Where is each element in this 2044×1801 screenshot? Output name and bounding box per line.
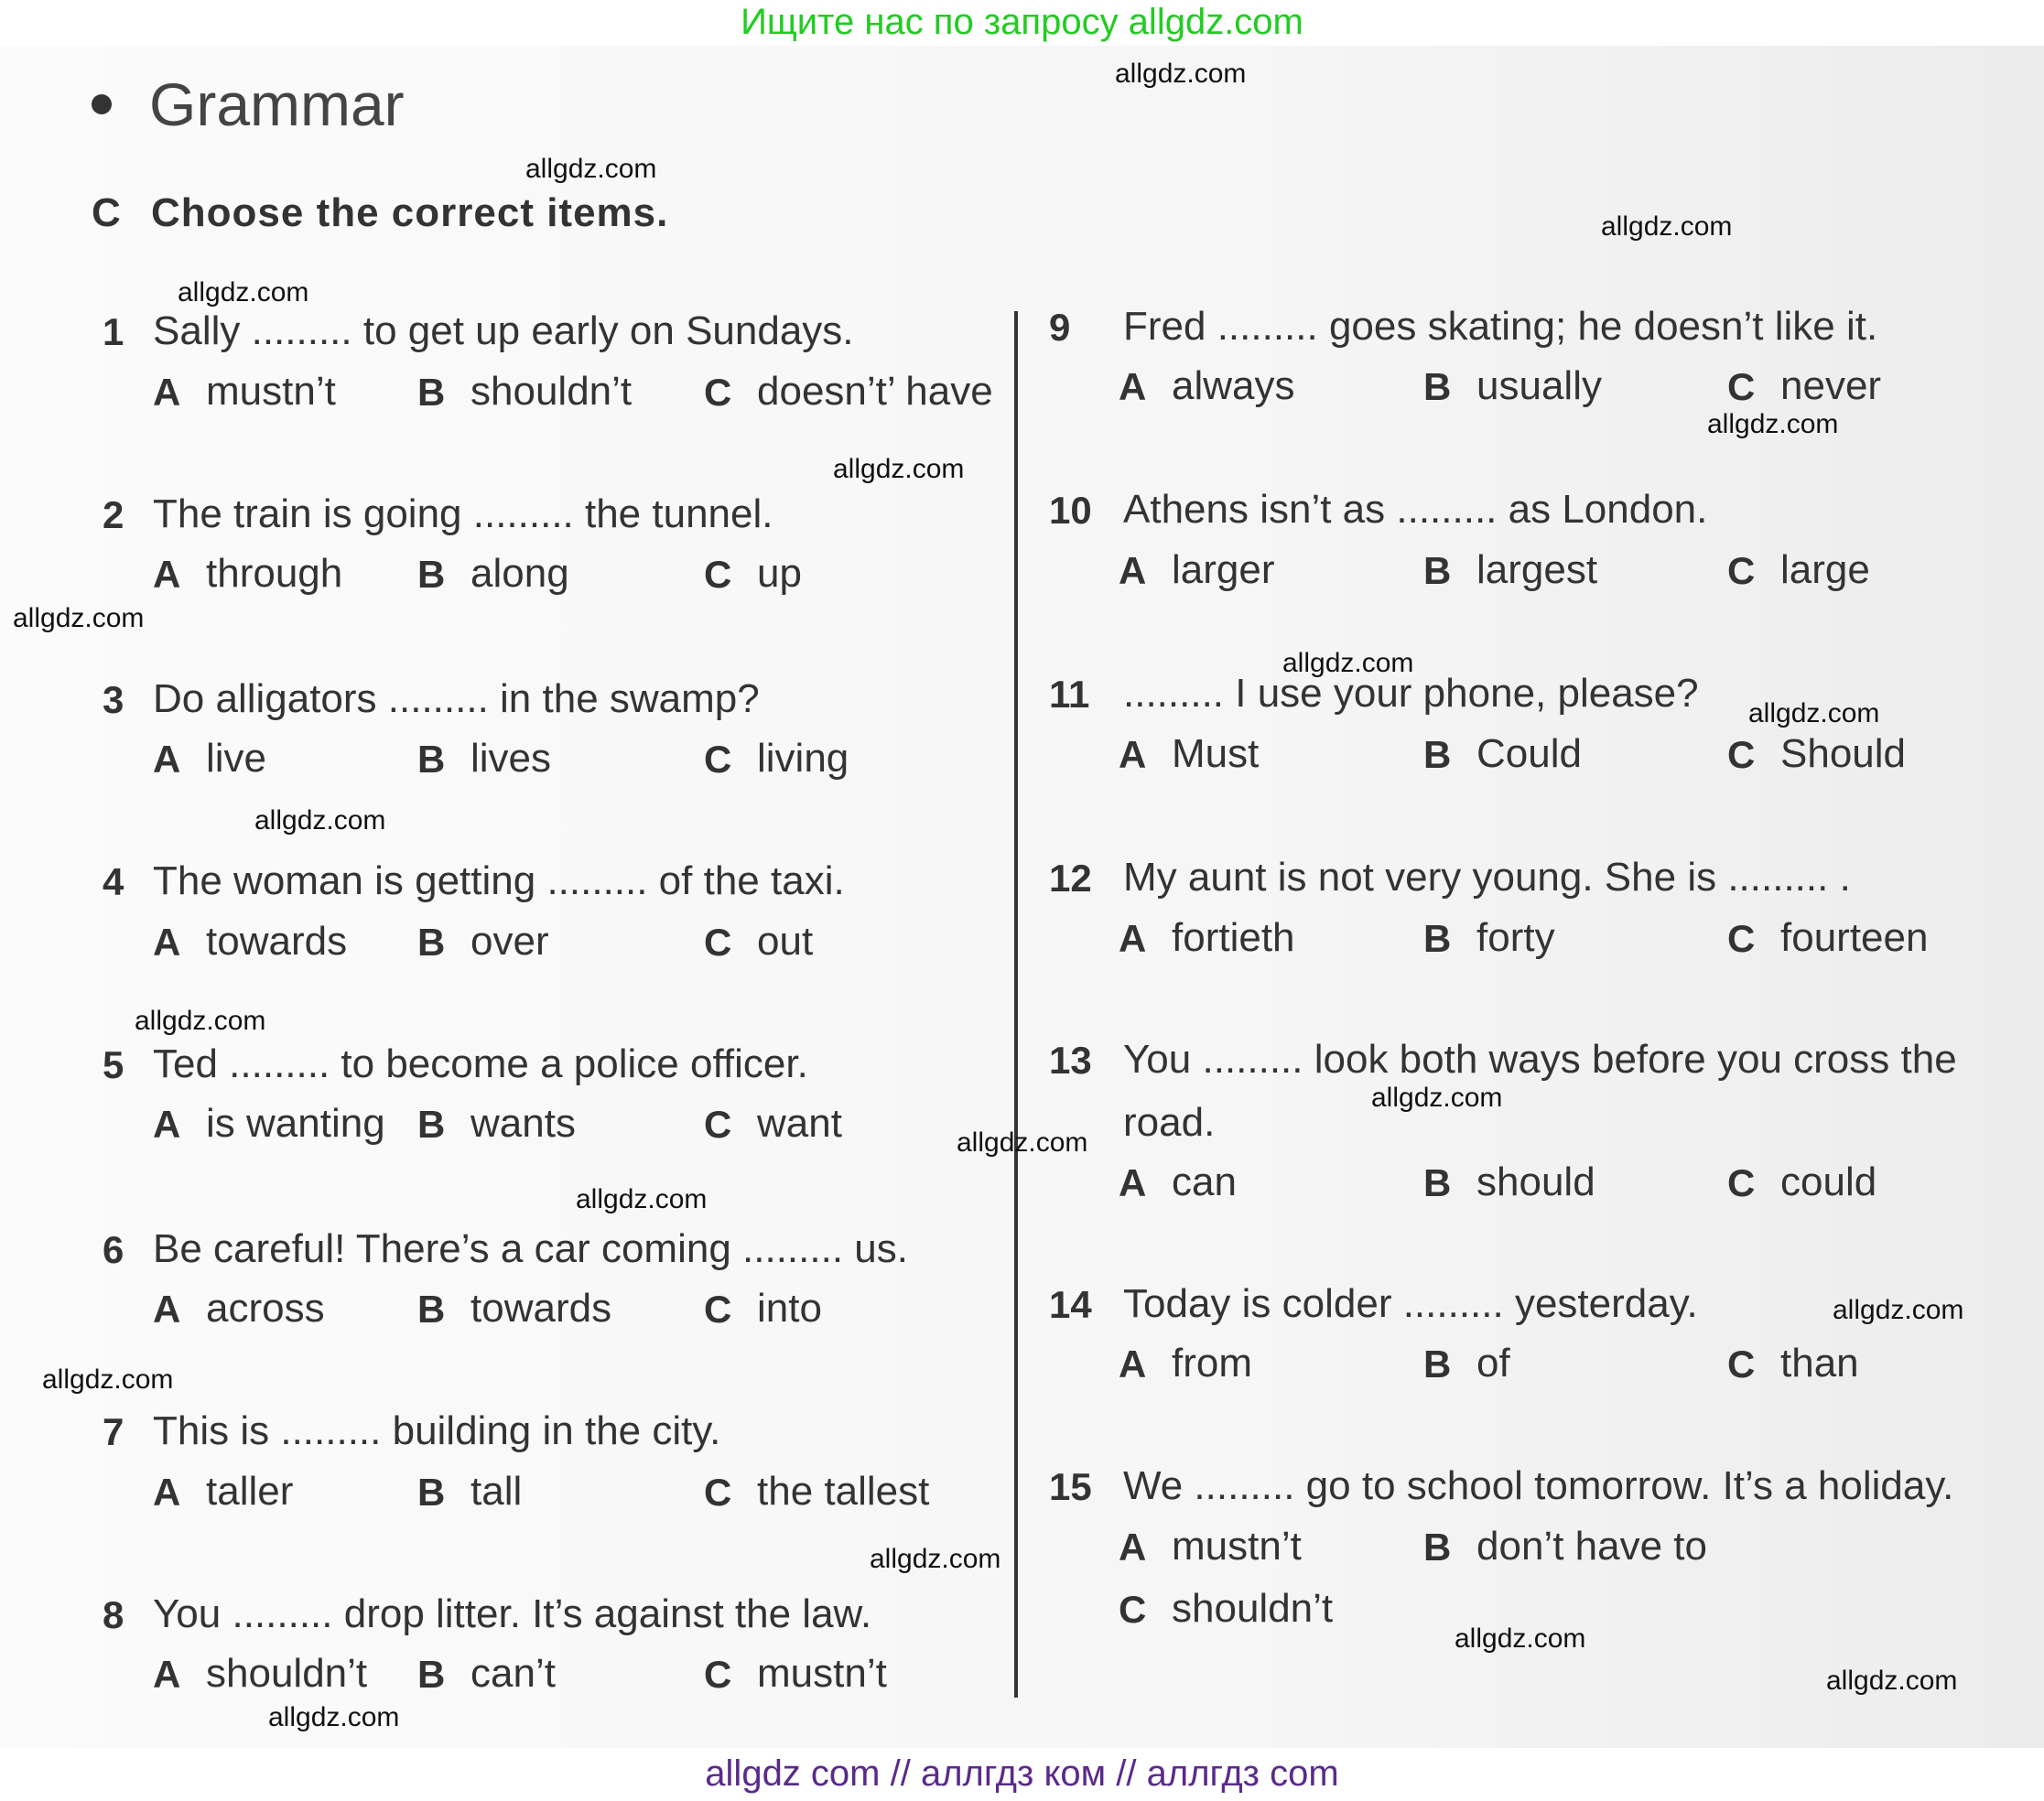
option-text[interactable]: lives [470,736,552,781]
question-number: 8 [103,1593,124,1636]
footer-links[interactable]: allgdz com // аллгдз ком // аллгдз com [705,1753,1339,1794]
option-text[interactable]: mustn’t [206,369,336,414]
option-letter: B [1423,917,1452,960]
option-text[interactable]: larger [1172,547,1275,592]
question-text: Ted ......... to become a police officer. [153,1041,808,1086]
option-text[interactable]: can [1172,1159,1237,1204]
watermark: allgdz.com [525,154,657,184]
option-text[interactable]: shouldn’t [470,369,633,414]
exercise-instruction: Choose the correct items. [151,190,669,235]
question-text: This is ......... building in the city. [153,1408,721,1453]
watermark: allgdz.com [870,1544,1001,1574]
option-letter: A [153,1103,181,1146]
option-letter: A [153,553,181,596]
question-text: The woman is getting ......... of the taxi. [153,858,845,903]
option-letter: C [704,371,732,414]
question-text: Do alligators ......... in the swamp? [153,676,760,721]
option-text[interactable]: across [206,1286,325,1331]
option-text[interactable]: largest [1476,547,1598,592]
watermark: allgdz.com [1707,409,1839,439]
watermark: allgdz.com [42,1364,174,1395]
top-banner[interactable]: Ищите нас по запросу allgdz.com [741,2,1303,42]
question-text: Fred ......... goes skating; he doesn’t like it. [1123,304,1878,349]
question-text: We ......... go to school tomorrow. It’s a holiday. [1123,1463,1954,1508]
watermark: allgdz.com [1748,698,1880,728]
option-text[interactable]: mustn’t [1172,1524,1302,1569]
option-text[interactable]: want [757,1101,842,1146]
option-text[interactable]: out [757,919,814,964]
option-text[interactable]: over [470,919,549,964]
option-text[interactable]: fortieth [1172,915,1295,960]
question-text: Athens isn’t as ......... as London. [1123,487,1708,532]
option-letter: B [1423,1526,1452,1569]
option-text[interactable]: than [1780,1341,1859,1386]
watermark: allgdz.com [254,805,386,836]
watermark: allgdz.com [1371,1083,1503,1113]
option-letter: C [704,921,732,964]
option-text[interactable]: usually [1476,363,1602,408]
option-letter: A [153,738,181,781]
watermark: allgdz.com [833,454,965,484]
option-letter: B [417,1103,446,1146]
option-text[interactable]: through [206,551,343,596]
bullet-icon [92,94,112,114]
option-text[interactable]: of [1476,1341,1510,1386]
option-letter: B [417,1653,446,1696]
question-number: 2 [103,493,124,536]
option-text[interactable]: doesn’t’ have [757,369,993,414]
option-text[interactable]: always [1172,363,1295,408]
question-number: 6 [103,1228,124,1271]
watermark: allgdz.com [576,1184,708,1214]
question-text: The train is going ......... the tunnel. [153,491,773,536]
option-letter: C [1119,1588,1147,1631]
question-number: 10 [1049,489,1092,532]
option-letter: A [153,371,181,414]
option-text[interactable]: taller [206,1469,294,1514]
option-text[interactable]: tall [470,1469,523,1514]
question-number: 3 [103,678,124,721]
question-number: 5 [103,1043,124,1086]
option-letter: C [704,1288,732,1331]
option-letter: C [1727,549,1756,592]
watermark: allgdz.com [1455,1623,1586,1654]
option-text[interactable]: living [757,736,849,781]
option-letter: A [1119,733,1147,776]
option-letter: B [417,738,446,781]
option-text[interactable]: can’t [470,1651,556,1696]
option-text[interactable]: don’t have to [1476,1524,1707,1569]
option-letter: B [1423,549,1452,592]
option-text[interactable]: forty [1476,915,1555,960]
question-text: Sally ......... to get up early on Sundays. [153,308,854,353]
option-text[interactable]: shouldn’t [206,1651,368,1696]
option-text[interactable]: never [1780,363,1882,408]
question-number: 1 [103,310,124,353]
watermark: allgdz.com [957,1127,1088,1158]
option-letter: C [704,1471,732,1514]
option-letter: B [417,1288,446,1331]
option-letter: A [1119,1161,1147,1204]
question-number: 15 [1049,1465,1092,1508]
question-text: You ......... look both ways before you cross the [1123,1037,1957,1082]
question-text: Be careful! There’s a car coming ......... us. [153,1226,908,1271]
option-letter: C [1727,917,1756,960]
option-letter: B [417,371,446,414]
question-number: 11 [1049,673,1090,716]
question-number: 7 [103,1410,124,1453]
option-text[interactable]: the tallest [757,1469,930,1514]
option-text[interactable]: is wanting [206,1101,385,1146]
option-letter: C [1727,733,1756,776]
question-number: 14 [1049,1283,1092,1326]
option-letter: A [1119,1526,1147,1569]
watermark: allgdz.com [1282,648,1414,678]
watermark: allgdz.com [1601,211,1733,242]
question-number: 13 [1049,1039,1092,1082]
question-number: 12 [1049,857,1092,900]
option-letter: B [417,553,446,596]
option-letter: A [1119,1343,1147,1386]
question-text: Today is colder ......... yesterday. [1123,1281,1698,1326]
option-letter: A [153,1288,181,1331]
watermark: allgdz.com [178,277,309,307]
option-text[interactable]: shouldn’t [1172,1586,1334,1631]
option-letter: B [417,921,446,964]
watermark: allgdz.com [1826,1666,1958,1696]
option-text[interactable]: large [1780,547,1870,592]
option-text[interactable]: fourteen [1780,915,1929,960]
option-letter: A [153,1653,181,1696]
option-letter: A [1119,549,1147,592]
question-text-continued: road. [1123,1100,1216,1145]
option-letter: A [153,921,181,964]
question-number: 9 [1049,306,1071,349]
watermark: allgdz.com [13,603,145,633]
option-text[interactable]: along [470,551,569,596]
watermark: allgdz.com [1833,1295,1964,1325]
option-text[interactable]: live [206,736,267,781]
option-text[interactable]: Should [1780,731,1907,776]
option-letter: C [1727,365,1756,408]
watermark: allgdz.com [135,1006,266,1036]
option-letter: B [1423,365,1452,408]
option-letter: C [704,553,732,596]
option-letter: C [1727,1161,1756,1204]
option-letter: C [1727,1343,1756,1386]
option-text[interactable]: into [757,1286,822,1331]
option-letter: C [704,1653,732,1696]
watermark: allgdz.com [1115,59,1247,89]
option-text[interactable]: from [1172,1341,1252,1386]
watermark: allgdz.com [268,1702,400,1732]
option-letter: C [704,738,732,781]
option-text[interactable]: Could [1476,731,1582,776]
question-text: My aunt is not very young. She is ......... . [1123,855,1851,900]
option-letter: A [1119,365,1147,408]
option-letter: B [417,1471,446,1514]
option-text[interactable]: wants [470,1101,576,1146]
option-letter: C [704,1103,732,1146]
option-letter: A [1119,917,1147,960]
question-text: You ......... drop litter. It’s against the law. [153,1591,872,1636]
option-text[interactable]: mustn’t [757,1651,887,1696]
option-letter: B [1423,1161,1452,1204]
option-text[interactable]: Must [1172,731,1260,776]
option-text[interactable]: towards [470,1286,612,1331]
question-text: ......... I use your phone, please? [1123,671,1699,716]
column-divider [1014,311,1018,1698]
option-text[interactable]: could [1780,1159,1877,1204]
option-letter: B [1423,1343,1452,1386]
option-letter: A [153,1471,181,1514]
option-text[interactable]: up [757,551,802,596]
question-number: 4 [103,860,124,903]
exercise-letter: C [92,190,121,235]
section-title: Grammar [149,70,405,138]
option-letter: B [1423,733,1452,776]
option-text[interactable]: towards [206,919,348,964]
option-text[interactable]: should [1476,1159,1595,1204]
